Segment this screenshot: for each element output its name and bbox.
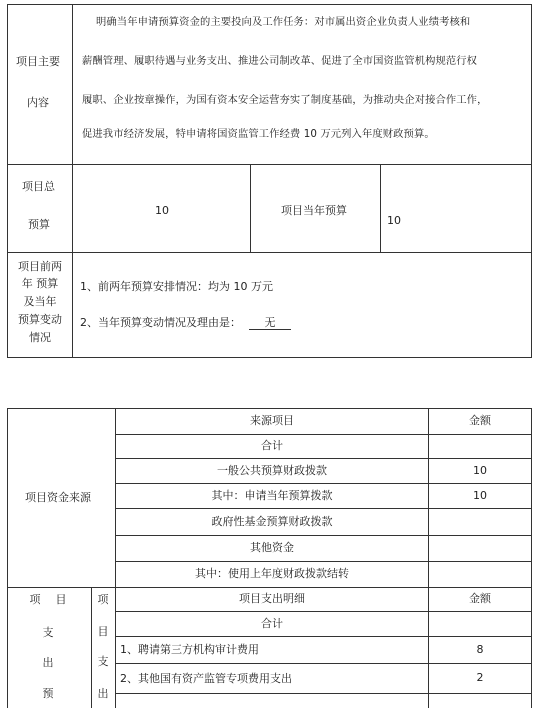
funding-header-source: 来源项目 [250,414,294,427]
budget-change-reason-text: 2、当年预算变动情况及理由是： [80,316,241,329]
project-content-text: 明确当年申请预算资金的主要投向及工作任务：对市属出资企业负责人业绩考核和 [96,16,471,28]
budget-change-label: 及当年 [23,295,57,308]
funding-row-amount: 10 [473,464,487,477]
project-content-label: 项目主要 [16,55,60,68]
expense-label-char: 出 [42,656,54,669]
expense-row-amount: 2 [476,671,484,684]
expense-label-char: 预 [42,687,54,700]
expense-row-item: 合计 [261,617,283,630]
project-content-text: 履职、企业按章操作，为国有资本安全运营夯实了制度基础，为推动央企对接合作工作， [82,94,488,106]
funding-row-amount: 10 [473,489,487,502]
expense-header-detail: 项目支出明细 [239,592,305,605]
reason-underline [249,329,291,330]
funding-row-item: 合计 [261,439,283,452]
expense-sublabel-char: 目 [97,625,109,638]
funding-source-label: 项目资金来源 [25,491,91,504]
expense-header-amount: 金额 [469,592,491,605]
funding-row-item: 政府性基金预算财政拨款 [211,515,333,528]
expense-sublabel-char: 项 [97,593,109,606]
funding-row-item: 其中：申请当年预算拨款 [211,489,333,502]
funding-row-item: 一般公共预算财政拨款 [217,464,327,477]
expense-label-char: 目 [55,593,67,606]
budget-change-label: 项目前两 [18,260,62,273]
budget-change-label: 年 预算 [21,277,59,290]
total-budget-value: 10 [155,204,169,217]
expense-sublabel-char: 支 [97,655,109,668]
project-content-text: 薪酬管理、履职待遇与业务支出、推进公司制改革、促进了全市国资监管机构规范行权 [82,55,478,67]
expense-sublabel-char: 出 [97,687,109,700]
total-budget-label: 预算 [28,218,50,231]
budget-change-label: 情况 [29,331,51,344]
expense-label-char: 支 [42,626,54,639]
funding-row-item: 其他资金 [250,541,294,554]
current-year-budget-label: 项目当年预算 [281,204,347,217]
budget-change-label: 预算变动 [18,313,62,326]
total-budget-label: 项目总 [22,180,55,193]
expense-row-item: 1、聘请第三方机构审计费用 [120,643,259,656]
current-year-budget-value: 10 [387,214,401,227]
funding-header-amount: 金额 [469,414,491,427]
funding-row-item: 其中：使用上年度财政拨款结转 [195,567,349,580]
project-content-label: 内容 [27,96,49,109]
project-content-text: 促进我市经济发展，特申请将国资监管工作经费 10 万元列入年度财政预算。 [82,128,435,140]
budget-change-reason-value: 无 [264,316,276,329]
expense-row-item: 2、其他国有资产监管专项费用支出 [120,672,292,685]
expense-label-char: 项 [29,593,41,606]
budget-history-text: 1、前两年预算安排情况：均为 10 万元 [80,280,273,293]
expense-row-amount: 8 [476,643,484,656]
